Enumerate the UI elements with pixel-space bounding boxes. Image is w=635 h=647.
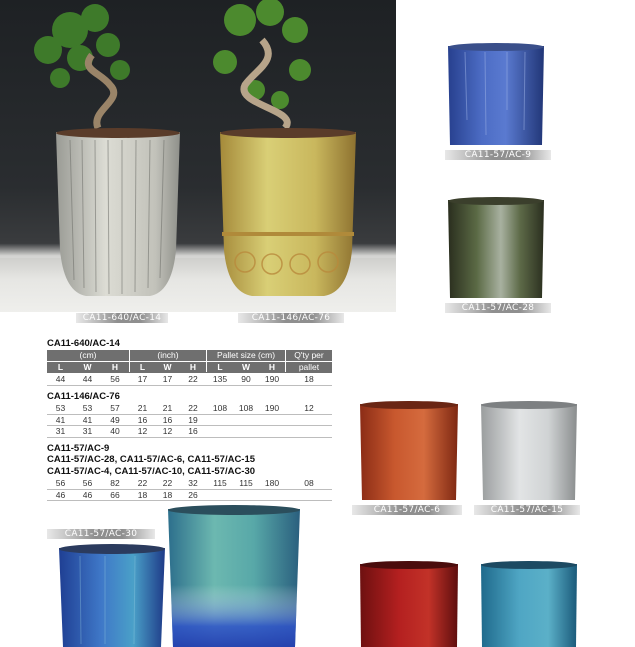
header-h-pallet: H <box>268 362 276 372</box>
caption-bottom-left: CA11-57/AC-30 <box>47 529 155 539</box>
bonsai-pots-illustration <box>0 0 396 312</box>
table-cell: 57 <box>110 403 120 413</box>
blue-pot-photo <box>445 40 547 148</box>
table-cell: 22 <box>162 478 173 488</box>
table-cell: 41 <box>55 414 66 425</box>
table-cell: 66 <box>110 489 120 500</box>
table-cell: 115 <box>213 478 227 488</box>
table-cell: 26 <box>188 489 198 500</box>
table-row <box>47 415 332 425</box>
table-cell: 108 <box>212 403 228 413</box>
table-cell: 56 <box>110 374 120 384</box>
table-cell: 180 <box>264 478 280 488</box>
table-cell: 46 <box>55 489 66 500</box>
caption-main-right: CA11-146/AC-76 <box>238 313 344 323</box>
header-h-inch: H <box>189 362 197 372</box>
table-cell: 18 <box>304 374 314 384</box>
table-cell: 135 <box>212 374 228 384</box>
header-l-pallet: L <box>217 362 223 372</box>
table-cell: 49 <box>110 414 120 425</box>
section-model-title: CA11-57/AC-9 <box>47 442 110 454</box>
table-header-groups <box>47 350 332 361</box>
rust-pot-photo <box>358 400 460 502</box>
table-rule <box>47 437 332 438</box>
table-cell: 21 <box>137 403 148 413</box>
table-row <box>47 374 332 384</box>
caption-blue-top: CA11-57/AC-9 <box>445 150 551 160</box>
caption-rust: CA11-57/AC-6 <box>352 505 462 515</box>
table-header-subcols <box>47 362 332 373</box>
caption-dark-green: CA11-57/AC-28 <box>445 303 551 313</box>
table-rule <box>47 385 332 386</box>
caption-white: CA11-57/AC-15 <box>474 505 580 515</box>
table-cell: 16 <box>162 414 173 425</box>
red-pot-photo <box>358 560 460 647</box>
table-row <box>47 490 332 500</box>
header-w-cm: W <box>83 362 92 372</box>
table-cell: 44 <box>55 374 66 384</box>
table-cell: 08 <box>304 478 314 488</box>
table-cell: 19 <box>188 414 198 425</box>
table-cell: 12 <box>162 426 173 436</box>
header-w-inch: W <box>163 362 172 372</box>
table-cell: 44 <box>82 374 93 384</box>
dark-green-pot-photo <box>445 196 547 300</box>
white-pot-photo <box>479 400 579 502</box>
table-cell: 12 <box>137 426 148 436</box>
table-cell: 18 <box>162 489 173 500</box>
table-cell: 16 <box>188 426 198 436</box>
table-cell: 53 <box>55 403 66 413</box>
table-cell: 108 <box>238 403 254 413</box>
table-cell: 17 <box>137 374 148 384</box>
table-cell: 56 <box>55 478 66 488</box>
header-divider <box>285 350 286 372</box>
table-cell: 22 <box>137 478 148 488</box>
section-model-title: CA11-57/AC-4, CA11-57/AC-10, CA11-57/AC-30 <box>47 465 256 477</box>
table-cell: 56 <box>82 478 93 488</box>
right-bonsai-tree <box>213 0 311 109</box>
header-w-pallet: W <box>241 362 251 372</box>
section-model-title: CA11-57/AC-28, CA11-57/AC-6, CA11-57/AC-15 <box>47 454 256 465</box>
caption-main-left: CA11-640/AC-14 <box>76 313 168 323</box>
table-cell: 21 <box>162 403 173 413</box>
header-l-cm: L <box>57 362 64 372</box>
table-cell: 31 <box>82 426 93 436</box>
table-cell: 190 <box>264 374 280 384</box>
table-cell: 17 <box>162 374 173 384</box>
section-model-title: CA11-146/AC-76 <box>47 390 120 402</box>
table-cell: 82 <box>110 478 120 488</box>
table-cell: 16 <box>137 414 148 425</box>
section-title-ca11-640: CA11-640/AC-14 <box>47 338 120 349</box>
header-inch: (inch) <box>157 350 179 360</box>
bottom-left-pots-photo <box>55 504 310 647</box>
header-pallet-size: Pallet size (cm) <box>216 350 276 360</box>
table-row <box>47 426 332 436</box>
table-cell: 40 <box>110 426 120 436</box>
main-product-photo <box>0 0 396 312</box>
header-divider <box>206 350 207 372</box>
header-qty-line2: pallet <box>298 362 320 372</box>
header-qty-line1: Q'ty per <box>294 350 324 360</box>
table-cell: 115 <box>239 478 253 488</box>
table-row <box>47 478 332 488</box>
table-cell: 90 <box>241 374 251 384</box>
left-bonsai-tree <box>34 4 130 88</box>
table-row <box>47 403 332 413</box>
header-divider <box>129 350 130 372</box>
header-h-cm: H <box>111 362 119 372</box>
table-cell: 32 <box>188 478 198 488</box>
table-cell: 18 <box>137 489 148 500</box>
table-cell: 190 <box>264 403 280 413</box>
table-cell: 41 <box>82 414 93 425</box>
table-cell: 31 <box>55 426 66 436</box>
teal-pot-photo <box>479 560 579 647</box>
table-cell: 53 <box>82 403 93 413</box>
header-cm: (cm) <box>79 350 97 360</box>
table-rule <box>47 500 332 501</box>
header-l-inch: L <box>139 362 146 372</box>
table-cell: 22 <box>188 374 198 384</box>
table-cell: 12 <box>304 403 314 413</box>
table-cell: 46 <box>82 489 93 500</box>
table-cell: 22 <box>188 403 198 413</box>
